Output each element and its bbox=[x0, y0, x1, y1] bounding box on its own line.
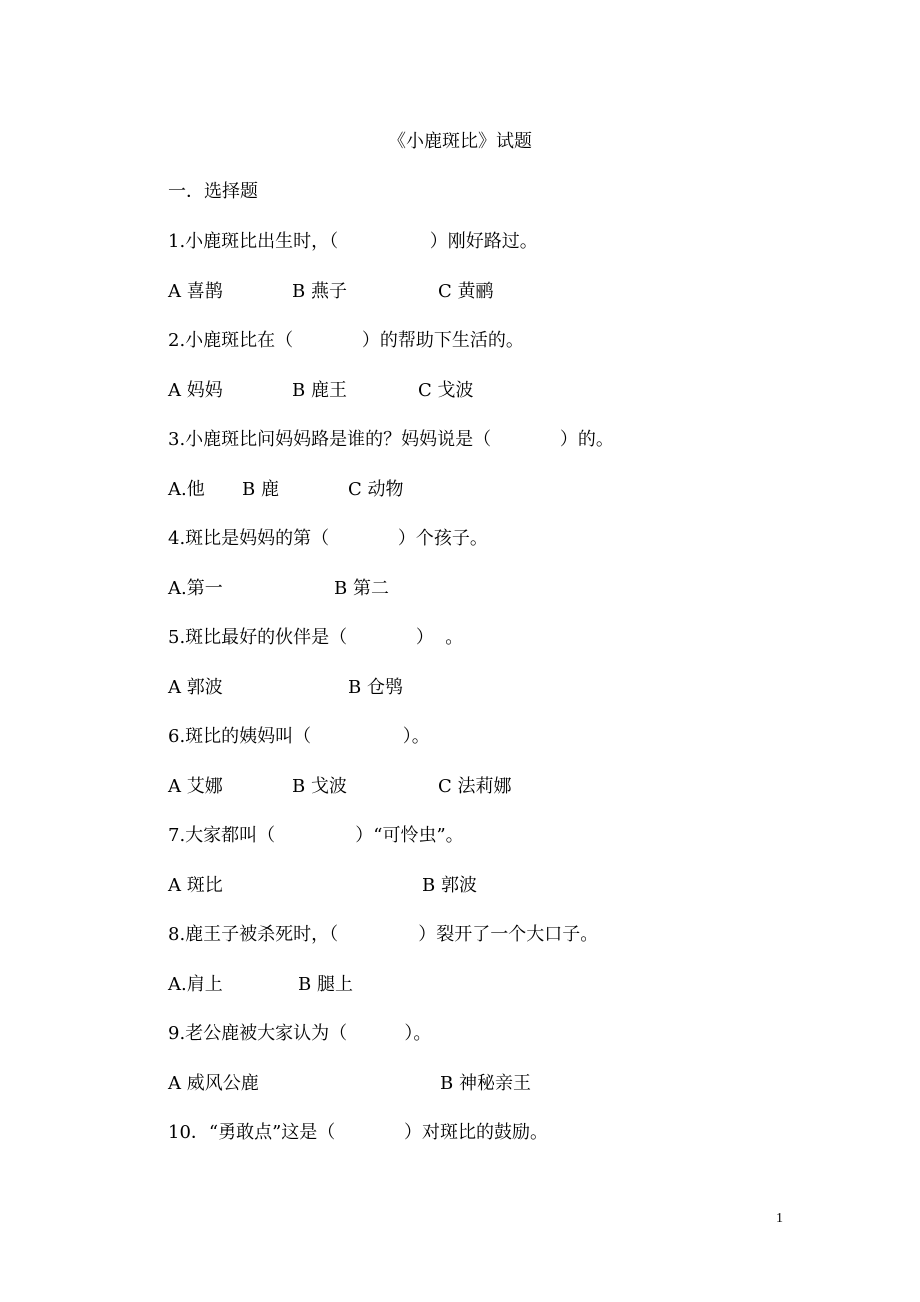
option-7a: A 斑比 bbox=[168, 875, 223, 896]
option-2c: C 戈波 bbox=[418, 380, 474, 401]
option-2a: A 妈妈 bbox=[168, 380, 223, 401]
option-7b: B 郭波 bbox=[422, 875, 477, 896]
question-3: 3.小鹿斑比问妈妈路是谁的？妈妈说是（ ）的。 bbox=[168, 429, 614, 450]
option-5b: B 仓鸮 bbox=[348, 677, 403, 698]
option-1b: B 燕子 bbox=[292, 281, 347, 302]
option-9b: B 神秘亲王 bbox=[440, 1073, 531, 1094]
page-title: 《小鹿斑比》试题 bbox=[388, 131, 532, 152]
option-9a: A 威风公鹿 bbox=[168, 1073, 259, 1094]
option-1a: A 喜鹊 bbox=[168, 281, 223, 302]
question-8: 8.鹿王子被杀死时，（ ）裂开了一个大口子。 bbox=[168, 924, 599, 945]
option-1c: C 黄鹂 bbox=[438, 281, 494, 302]
question-9: 9.老公鹿被大家认为（ ）。 bbox=[168, 1023, 432, 1044]
option-2b: B 鹿王 bbox=[292, 380, 347, 401]
question-7: 7.大家都叫（ ）“可怜虫”。 bbox=[168, 825, 464, 846]
option-8b: B 腿上 bbox=[298, 974, 353, 995]
option-6b: B 戈波 bbox=[292, 776, 347, 797]
question-1: 1.小鹿斑比出生时，（ ）刚好路过。 bbox=[168, 231, 538, 252]
page-number: 1 bbox=[776, 1211, 783, 1226]
option-4a: A.第一 bbox=[168, 578, 223, 599]
option-3c: C 动物 bbox=[348, 479, 404, 500]
question-6: 6.斑比的姨妈叫（ ）。 bbox=[168, 726, 430, 747]
option-8a: A.肩上 bbox=[168, 974, 223, 995]
option-6a: A 艾娜 bbox=[168, 776, 223, 797]
option-3b: B 鹿 bbox=[242, 479, 279, 500]
option-3a: A.他 bbox=[168, 479, 205, 500]
question-10: 10．“勇敢点”这是（ ）对斑比的鼓励。 bbox=[168, 1122, 548, 1143]
option-4b: B 第二 bbox=[334, 578, 389, 599]
question-2: 2.小鹿斑比在（ ）的帮助下生活的。 bbox=[168, 330, 524, 351]
option-6c: C 法莉娜 bbox=[438, 776, 512, 797]
option-5a: A 郭波 bbox=[168, 677, 223, 698]
section-heading: 一．选择题 bbox=[168, 181, 258, 202]
question-4: 4.斑比是妈妈的第（ ）个孩子。 bbox=[168, 528, 488, 549]
question-5: 5.斑比最好的伙伴是（ ） 。 bbox=[168, 627, 464, 648]
